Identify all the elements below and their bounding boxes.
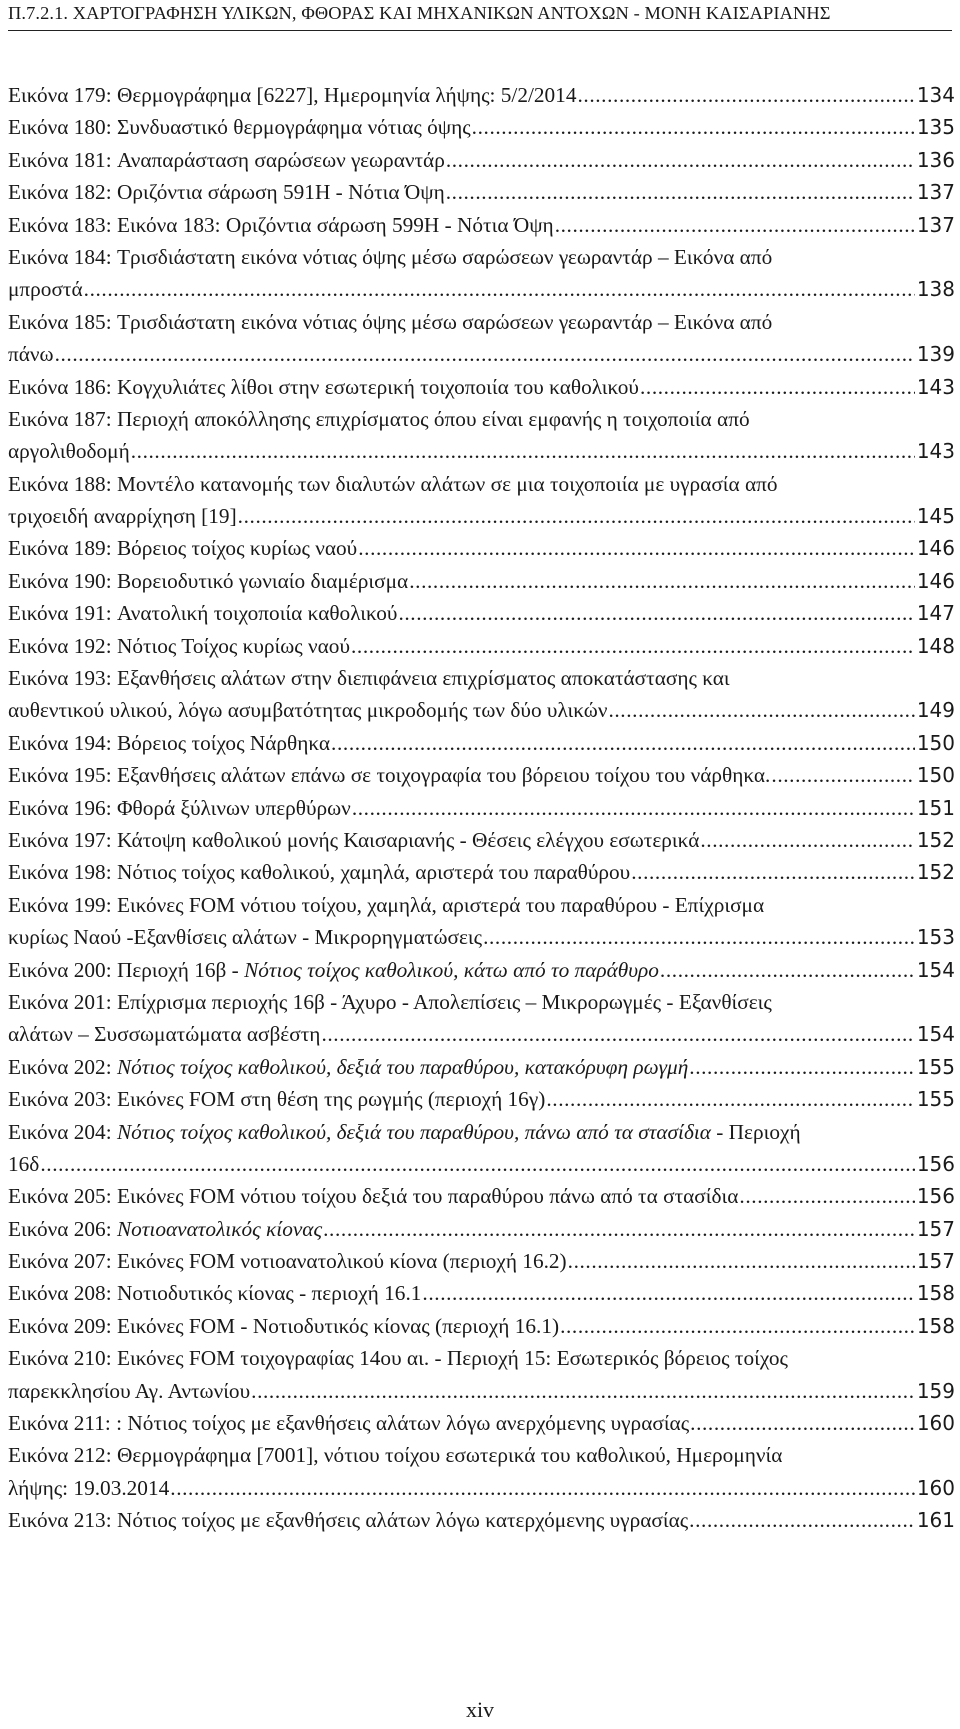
dot-leader: [331, 727, 915, 759]
page-reference[interactable]: 161: [916, 1508, 955, 1533]
dot-leader: [358, 532, 915, 564]
toc-entry[interactable]: [8, 889, 955, 954]
toc-entry-line: [8, 1407, 955, 1439]
toc-entry-line: [8, 565, 955, 597]
figure-caption: [117, 371, 639, 403]
figure-caption-text: Εικόνες FOM - Νοτιοδυτικός κίονας (περιοχή 16.1): [116, 1313, 560, 1338]
toc-entry[interactable]: [8, 532, 955, 564]
page-reference[interactable]: 155: [916, 1054, 955, 1079]
figure-label: Εικόνα 200:: [8, 957, 112, 982]
figure-caption: [116, 1407, 689, 1439]
toc-entry-line: [8, 662, 955, 694]
figure-caption-text: Τρισδιάστατη εικόνα νότιας όψης μέσω σαρώσεων γεωραντάρ – Εικόνα από: [116, 244, 773, 269]
page-reference[interactable]: 156: [916, 1184, 955, 1209]
page-reference[interactable]: 146: [916, 536, 955, 561]
figure-caption-text: Νοτιοδυτικός κίονας - περιοχή 16.1: [116, 1281, 422, 1306]
toc-entry[interactable]: [8, 1245, 955, 1277]
figure-label: Εικόνα 211:: [8, 1411, 111, 1436]
figure-caption: [8, 500, 237, 532]
dot-leader: [446, 176, 915, 208]
toc-entry-line: [8, 727, 955, 759]
figure-label: Εικόνα 197:: [8, 827, 112, 852]
page-reference[interactable]: 155: [916, 1087, 955, 1112]
figure-caption: [8, 1375, 250, 1407]
figure-caption-text: αλάτων – Συσσωματώματα ασβέστη: [8, 1022, 321, 1047]
toc-entry-line: [8, 1504, 955, 1536]
figure-label: Εικόνα 185:: [8, 309, 112, 334]
figure-label: Εικόνα 186:: [8, 374, 112, 399]
dot-leader: [689, 1051, 915, 1083]
toc-entry-line: [8, 1051, 955, 1083]
toc-entry-line: [8, 241, 955, 273]
toc-entry[interactable]: [8, 1180, 955, 1212]
toc-entry[interactable]: [8, 371, 955, 403]
toc-entry-line: [8, 954, 955, 986]
dot-leader: [660, 954, 915, 986]
toc-entry-line: [8, 273, 955, 305]
toc-entry[interactable]: [8, 630, 955, 662]
figure-caption: [117, 1245, 567, 1277]
toc-entry[interactable]: [8, 662, 955, 727]
figure-caption: [117, 824, 699, 856]
figure-caption-text: Θερμογράφημα [6227], Ημερομηνία λήψης: 5/2/2014: [116, 83, 577, 107]
figure-label: Εικόνα 196:: [8, 795, 112, 820]
page-reference[interactable]: 160: [916, 1475, 955, 1500]
dot-leader: [472, 111, 915, 143]
toc-entry[interactable]: [8, 1407, 955, 1439]
page-reference[interactable]: 150: [916, 730, 955, 755]
figure-caption-text: Περιοχή 16β -: [116, 957, 245, 982]
figure-caption-text: Εικόνες FOM τοιχογραφίας 14ου αι. - Περιοχή 15: Εσωτερικός βόρειος τοίχος: [116, 1346, 788, 1371]
toc-entry-line: [8, 144, 955, 176]
toc-entry-line: [8, 1310, 955, 1342]
figure-caption-text: Εικόνα 183: Οριζόντια σάρωση 599Η - Νότια Όψη: [116, 212, 554, 237]
figure-caption: [117, 1180, 738, 1212]
toc-entry-line: [8, 1375, 955, 1407]
toc-entry[interactable]: [8, 176, 955, 208]
figure-caption: [117, 792, 351, 824]
figure-caption-text: Θερμογράφημα [7001], νότιου τοίχου εσωτερικά του καθολικού, Ημερομηνία: [116, 1443, 783, 1468]
toc-entry-line: [8, 111, 955, 143]
figure-caption: [8, 273, 83, 305]
toc-entry[interactable]: [8, 986, 955, 1051]
figure-caption-text: Εξανθήσεις αλάτων επάνω σε τοιχογραφία του βόρειου τοίχου του νάρθηκα.: [116, 763, 771, 788]
figure-label: Εικόνα 209:: [8, 1313, 112, 1338]
figure-caption: [117, 407, 750, 431]
page-reference[interactable]: 143: [916, 374, 955, 399]
toc-entry[interactable]: [8, 468, 955, 533]
figure-caption-text: κυρίως Ναού -Εξανθίσεις αλάτων - Μικρορηγματώσεις: [8, 925, 483, 950]
figure-caption: [117, 666, 730, 690]
dot-leader: [689, 1504, 915, 1536]
figure-caption: [117, 759, 770, 791]
dot-leader: [40, 1148, 914, 1180]
toc-entry-line: [8, 1180, 955, 1212]
toc-entry-line: [8, 468, 955, 500]
figure-caption: [8, 1472, 169, 1504]
figure-caption-text: Αναπαράσταση σαρώσεων γεωραντάρ: [116, 147, 445, 172]
toc-entry[interactable]: [8, 144, 955, 176]
toc-entry[interactable]: [8, 111, 955, 143]
figure-label: Εικόνα 189:: [8, 536, 112, 561]
page-reference[interactable]: 137: [916, 180, 955, 205]
toc-entry-line: [8, 435, 955, 467]
toc-entry-line: [8, 986, 955, 1018]
figure-caption-text: Εικόνες FOM νότιου τοίχου δεξιά του παραθύρου πάνω από τα στασίδια: [116, 1184, 739, 1209]
page-reference[interactable]: 149: [916, 698, 955, 723]
dot-leader: [771, 759, 914, 791]
figure-label: Εικόνα 201:: [8, 989, 112, 1014]
dot-leader: [398, 597, 914, 629]
dot-leader: [631, 856, 915, 888]
figure-caption-text: Κάτοψη καθολικού μονής Καισαριανής - Θέσεις ελέγχου εσωτερικά: [116, 827, 700, 852]
figure-caption-text: πάνω: [8, 342, 54, 367]
toc-entry-line: [8, 694, 955, 726]
dot-leader: [700, 824, 914, 856]
toc-entry[interactable]: [8, 1277, 955, 1309]
toc-entry[interactable]: [8, 1439, 955, 1504]
figure-label: Εικόνα 180:: [8, 115, 112, 140]
figure-caption: [117, 1443, 782, 1467]
figure-caption: [117, 597, 398, 629]
figure-label: Εικόνα 198:: [8, 860, 112, 885]
toc-entry-line: [8, 792, 955, 824]
list-of-figures: [8, 79, 955, 1537]
page-reference[interactable]: 152: [916, 860, 955, 885]
page-reference[interactable]: 134: [916, 83, 955, 107]
figure-caption-text: Μοντέλο κατανομής των διαλυτών αλάτων σε μια τοιχοποιία με υγρασία από: [116, 471, 778, 496]
toc-entry[interactable]: [8, 79, 955, 111]
page-reference[interactable]: 150: [916, 763, 955, 788]
figure-caption: [117, 893, 764, 917]
toc-entry-line: [8, 1342, 955, 1374]
figure-label: Εικόνα 205:: [8, 1184, 112, 1209]
figure-caption: [117, 1083, 545, 1115]
figure-label: Εικόνα 190:: [8, 568, 112, 593]
figure-label: Εικόνα 210:: [8, 1346, 112, 1371]
figure-caption-text: Περιοχή αποκόλλησης επιχρίσματος όπου είναι εμφανής η τοιχοποιία από: [116, 406, 750, 431]
figure-caption-text: Τρισδιάστατη εικόνα νότιας όψης μέσω σαρώσεων γεωραντάρ – Εικόνα από: [116, 309, 773, 334]
figure-caption-text: Νότιος τοίχος με εξανθήσεις αλάτων λόγω κατερχόμενης υγρασίας: [116, 1508, 689, 1533]
page-reference[interactable]: 160: [916, 1411, 955, 1436]
figure-caption-text: Συνδυαστικό θερμογράφημα νότιας όψης: [116, 115, 471, 140]
figure-caption: [117, 532, 357, 564]
figure-caption-text: Οριζόντια σάρωση 591Η - Νότια Όψη: [116, 180, 445, 205]
figure-caption: [117, 856, 630, 888]
figure-caption-text: Βόρειος τοίχος Νάρθηκα: [116, 730, 331, 755]
toc-entry[interactable]: [8, 306, 955, 371]
page-reference[interactable]: 157: [916, 1216, 955, 1241]
page-reference[interactable]: 147: [916, 601, 955, 626]
figure-caption: [117, 111, 471, 143]
toc-entry[interactable]: [8, 565, 955, 597]
dot-leader: [446, 144, 915, 176]
toc-entry-line: [8, 1277, 955, 1309]
figure-caption: [117, 245, 772, 269]
figure-caption-text: αυθεντικού υλικού, λόγω ασυμβατότητας μικροδομής των δύο υλικών: [8, 698, 608, 723]
figure-caption-text: Φθορά ξύλινων υπερθύρων: [116, 795, 351, 820]
running-header-title: Π.7.2.1. ΧΑΡΤΟΓΡΑΦΗΣΗ ΥΛΙΚΩΝ, ΦΘΟΡΑΣ ΚΑΙ ΜΗΧΑΝΙΚΩΝ ΑΝΤΟΧΩΝ - ΜΟΝΗ ΚΑΙΣΑΡΙΑΝΗΣ: [8, 3, 831, 23]
toc-entry-line: [8, 1439, 955, 1471]
dot-leader: [251, 1375, 915, 1407]
toc-entry[interactable]: [8, 824, 955, 856]
page-reference[interactable]: 154: [916, 1022, 955, 1047]
dot-leader: [640, 371, 915, 403]
toc-entry-line: [8, 306, 955, 338]
figure-caption-text: : Νότιος τοίχος με εξανθήσεις αλάτων λόγω ανερχόμενης υγρασίας: [116, 1411, 690, 1436]
dot-leader: [422, 1277, 914, 1309]
figure-caption: [117, 310, 772, 334]
figure-caption-italic-text: Νότιος τοίχος καθολικού, δεξιά του παραθύρου, πάνω από τα στασίδια: [116, 1119, 711, 1144]
figure-caption-italic-text: Νοτιοανατολικός κίονας: [116, 1216, 323, 1241]
figure-caption-text: Κογχυλιάτες λίθοι στην εσωτερική τοιχοποιία του καθολικού: [116, 374, 639, 399]
figure-label: Εικόνα 213:: [8, 1508, 112, 1533]
figure-label: Εικόνα 181:: [8, 147, 112, 172]
dot-leader: [739, 1180, 914, 1212]
dot-leader: [409, 565, 915, 597]
figure-caption: [117, 1346, 788, 1370]
toc-entry[interactable]: [8, 1116, 955, 1181]
figure-caption-text: Νότιος τοίχος καθολικού, χαμηλά, αριστερά του παραθύρου: [116, 860, 631, 885]
toc-entry[interactable]: [8, 1310, 955, 1342]
figure-caption: [117, 954, 659, 986]
figure-caption-text: αργολιθοδομή: [8, 439, 130, 464]
figure-caption: [117, 209, 554, 241]
toc-entry-line: [8, 630, 955, 662]
figure-label: Εικόνα 187:: [8, 406, 112, 431]
page-reference[interactable]: 153: [916, 925, 955, 950]
toc-entry-line: [8, 1083, 955, 1115]
toc-entry-line: [8, 79, 955, 111]
figure-caption-text: - Περιοχή: [710, 1119, 801, 1144]
toc-entry-line: [8, 921, 955, 953]
toc-entry[interactable]: [8, 403, 955, 468]
figure-label: Εικόνα 193:: [8, 666, 112, 691]
page-reference[interactable]: 137: [916, 212, 955, 237]
dot-leader: [351, 630, 915, 662]
toc-entry[interactable]: [8, 241, 955, 306]
page-reference[interactable]: 136: [916, 147, 955, 172]
page-reference[interactable]: 139: [916, 342, 955, 367]
figure-caption-italic-text: Νότιος τοίχος καθολικού, κάτω από το παράθυρο: [244, 957, 659, 982]
figure-caption: [117, 176, 445, 208]
figure-label: Εικόνα 188:: [8, 471, 112, 496]
figure-caption: [8, 1148, 39, 1180]
dot-leader: [55, 338, 915, 370]
figure-caption-text: Εξανθήσεις αλάτων στην διεπιφάνεια επιχρίσματος αποκατάστασης και: [116, 666, 730, 691]
figure-label: Εικόνα 204:: [8, 1119, 112, 1144]
dot-leader: [170, 1472, 915, 1504]
figure-caption: [117, 727, 330, 759]
page-reference[interactable]: 157: [916, 1249, 955, 1274]
toc-entry-line: [8, 856, 955, 888]
page-reference[interactable]: 159: [916, 1378, 955, 1403]
figure-caption-text: 16δ: [8, 1151, 40, 1176]
running-header: [8, 2, 952, 31]
figure-caption-text: Βορειοδυτικό γωνιαίο διαμέρισμα: [116, 568, 409, 593]
toc-entry-line: [8, 1116, 955, 1148]
figure-caption-text: λήψης: 19.03.2014: [8, 1475, 170, 1500]
figure-caption: [8, 921, 482, 953]
page-reference[interactable]: 158: [916, 1313, 955, 1338]
figure-caption: [117, 1120, 801, 1144]
toc-entry-line: [8, 532, 955, 564]
dot-leader: [577, 79, 914, 111]
page-reference[interactable]: 152: [916, 827, 955, 852]
toc-entry-line: [8, 1148, 955, 1180]
toc-entry[interactable]: [8, 954, 955, 986]
page-reference[interactable]: 143: [916, 439, 955, 464]
figure-label: Εικόνα 202:: [8, 1054, 112, 1079]
toc-entry[interactable]: [8, 727, 955, 759]
dot-leader: [323, 1213, 915, 1245]
toc-entry-line: [8, 209, 955, 241]
toc-entry-line: [8, 597, 955, 629]
figure-label: Εικόνα 203:: [8, 1087, 112, 1112]
dot-leader: [568, 1245, 915, 1277]
dot-leader: [546, 1083, 914, 1115]
figure-label: Εικόνα 199:: [8, 892, 112, 917]
figure-caption: [117, 79, 577, 111]
page-number: xiv: [465, 1697, 495, 1722]
figure-caption: [117, 1051, 688, 1083]
dot-leader: [321, 1018, 914, 1050]
page-reference[interactable]: 158: [916, 1281, 955, 1306]
figure-label: Εικόνα 179:: [8, 83, 112, 107]
figure-caption: [8, 694, 607, 726]
page-reference[interactable]: 148: [916, 633, 955, 658]
figure-caption: [117, 990, 772, 1014]
toc-entry-line: [8, 824, 955, 856]
figure-caption: [117, 1504, 688, 1536]
figure-caption-text: Νότιος Τοίχος κυρίως ναού: [116, 633, 350, 658]
toc-entry[interactable]: [8, 1083, 955, 1115]
toc-entry-line: [8, 759, 955, 791]
figure-caption: [117, 1213, 322, 1245]
figure-caption: [117, 144, 445, 176]
toc-entry-line: [8, 1245, 955, 1277]
toc-entry-line: [8, 1018, 955, 1050]
figure-caption-text: μπροστά: [8, 277, 83, 302]
toc-entry-line: [8, 403, 955, 435]
dot-leader: [352, 792, 915, 824]
figure-label: Εικόνα 192:: [8, 633, 112, 658]
toc-entry[interactable]: [8, 1213, 955, 1245]
figure-caption: [117, 472, 778, 496]
figure-caption: [8, 338, 54, 370]
figure-label: Εικόνα 183:: [8, 212, 112, 237]
figure-caption-text: Ανατολική τοιχοποιία καθολικού: [116, 601, 398, 626]
figure-label: Εικόνα 182:: [8, 180, 112, 205]
dot-leader: [690, 1407, 915, 1439]
figure-caption-text: Εικόνες FOM νοτιοανατολικού κίονα (περιοχή 16.2): [116, 1249, 567, 1274]
dot-leader: [131, 435, 915, 467]
figure-caption: [8, 1018, 320, 1050]
figure-label: Εικόνα 207:: [8, 1249, 112, 1274]
dot-leader: [238, 500, 915, 532]
toc-entry-line: [8, 338, 955, 370]
page-reference[interactable]: 138: [916, 277, 955, 302]
figure-label: Εικόνα 212:: [8, 1443, 112, 1468]
dot-leader: [84, 273, 915, 305]
dot-leader: [608, 694, 914, 726]
figure-label: Εικόνα 191:: [8, 601, 112, 626]
figure-caption-text: Εικόνες FOM νότιου τοίχου, χαμηλά, αριστερά του παραθύρου - Επίχρισμα: [116, 892, 765, 917]
toc-entry[interactable]: [8, 1051, 955, 1083]
toc-entry-line: [8, 500, 955, 532]
page-reference[interactable]: 135: [916, 115, 955, 140]
toc-entry-line: [8, 176, 955, 208]
figure-caption-text: τριχοειδή αναρρίχηση [19]: [8, 504, 237, 529]
figure-label: Εικόνα 208:: [8, 1281, 112, 1306]
toc-entry[interactable]: [8, 1504, 955, 1536]
figure-caption: [117, 1277, 421, 1309]
toc-entry-line: [8, 1472, 955, 1504]
figure-label: Εικόνα 194:: [8, 730, 112, 755]
page-reference[interactable]: 151: [916, 795, 955, 820]
figure-caption-text: Εικόνες FOM στη θέση της ρωγμής (περιοχή 16γ): [116, 1087, 546, 1112]
toc-entry[interactable]: [8, 1342, 955, 1407]
page-reference[interactable]: 156: [916, 1151, 955, 1176]
figure-caption: [117, 630, 350, 662]
figure-caption: [117, 565, 408, 597]
toc-entry[interactable]: [8, 209, 955, 241]
page-reference[interactable]: 146: [916, 568, 955, 593]
figure-caption-text: Επίχρισμα περιοχής 16β - Άχυρο - Απολεπίσεις – Μικρορωγμές - Εξανθίσεις: [116, 989, 772, 1014]
figure-label: Εικόνα 195:: [8, 763, 112, 788]
figure-label: Εικόνα 184:: [8, 244, 112, 269]
toc-entry[interactable]: [8, 759, 955, 791]
toc-entry-line: [8, 371, 955, 403]
dot-leader: [483, 921, 915, 953]
toc-entry-line: [8, 1213, 955, 1245]
toc-entry[interactable]: [8, 856, 955, 888]
page-reference[interactable]: 145: [916, 504, 955, 529]
figure-caption: [117, 1310, 559, 1342]
dot-leader: [555, 209, 915, 241]
page-reference[interactable]: 154: [916, 957, 955, 982]
figure-caption: [8, 435, 130, 467]
toc-entry[interactable]: [8, 792, 955, 824]
figure-caption-text: Βόρειος τοίχος κυρίως ναού: [116, 536, 358, 561]
figure-caption-italic-text: Νότιος τοίχος καθολικού, δεξιά του παραθύρου, κατακόρυφη ρωγμή: [116, 1054, 689, 1079]
toc-entry-line: [8, 889, 955, 921]
toc-entry[interactable]: [8, 597, 955, 629]
figure-caption-text: παρεκκλησίου Αγ. Αντωνίου: [8, 1378, 251, 1403]
figure-label: Εικόνα 206:: [8, 1216, 112, 1241]
dot-leader: [560, 1310, 915, 1342]
